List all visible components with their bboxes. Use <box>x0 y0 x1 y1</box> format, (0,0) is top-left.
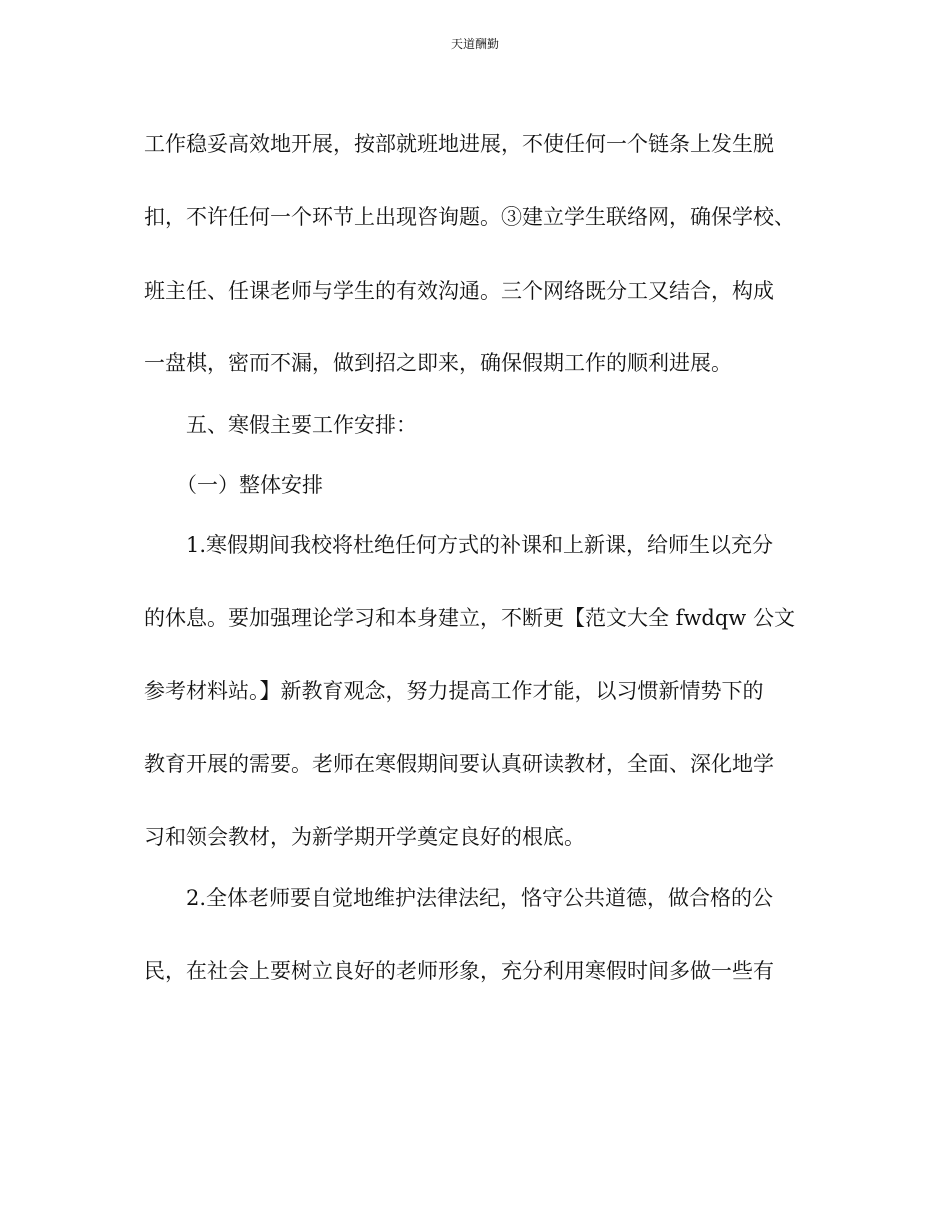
text-line: 2.全体老师要自觉地维护法律法纪，恪守公共道德，做合格的公 <box>186 886 774 910</box>
text-line: 一盘棋，密而不漏，做到招之即来，确保假期工作的顺利进展。 <box>144 351 732 375</box>
text-line: 班主任、任课老师与学生的有效沟通。三个网络既分工又结合，构成 <box>144 279 774 303</box>
text-line: 扣，不许任何一个环节上出现咨询题。③建立学生联络网，确保学校、 <box>144 205 795 229</box>
text-line: 工作稳妥高效地开展，按部就班地进展，不使任何一个链条上发生脱 <box>144 132 774 156</box>
subsection-heading: （一）整体安排 <box>176 473 323 497</box>
text-line: 民，在社会上要树立良好的老师形象，充分利用寒假时间多做一些有 <box>144 959 774 983</box>
text-line: 的休息。要加强理论学习和本身建立，不断更【范文大全 fwdqw 公文 <box>144 606 795 630</box>
text-line: 参考材料站。】新教育观念，努力提高工作才能，以习惯新情势下的 <box>144 679 764 703</box>
text-line: 教育开展的需要。老师在寒假期间要认真研读教材，全面、深化地学 <box>144 752 774 776</box>
section-heading: 五、寒假主要工作安排： <box>186 413 417 437</box>
text-line: 习和领会教材，为新学期开学奠定良好的根底。 <box>144 825 585 849</box>
page-header: 天道酬勤 <box>450 37 499 51</box>
text-line: 1.寒假期间我校将杜绝任何方式的补课和上新课，给师生以充分 <box>186 533 774 557</box>
